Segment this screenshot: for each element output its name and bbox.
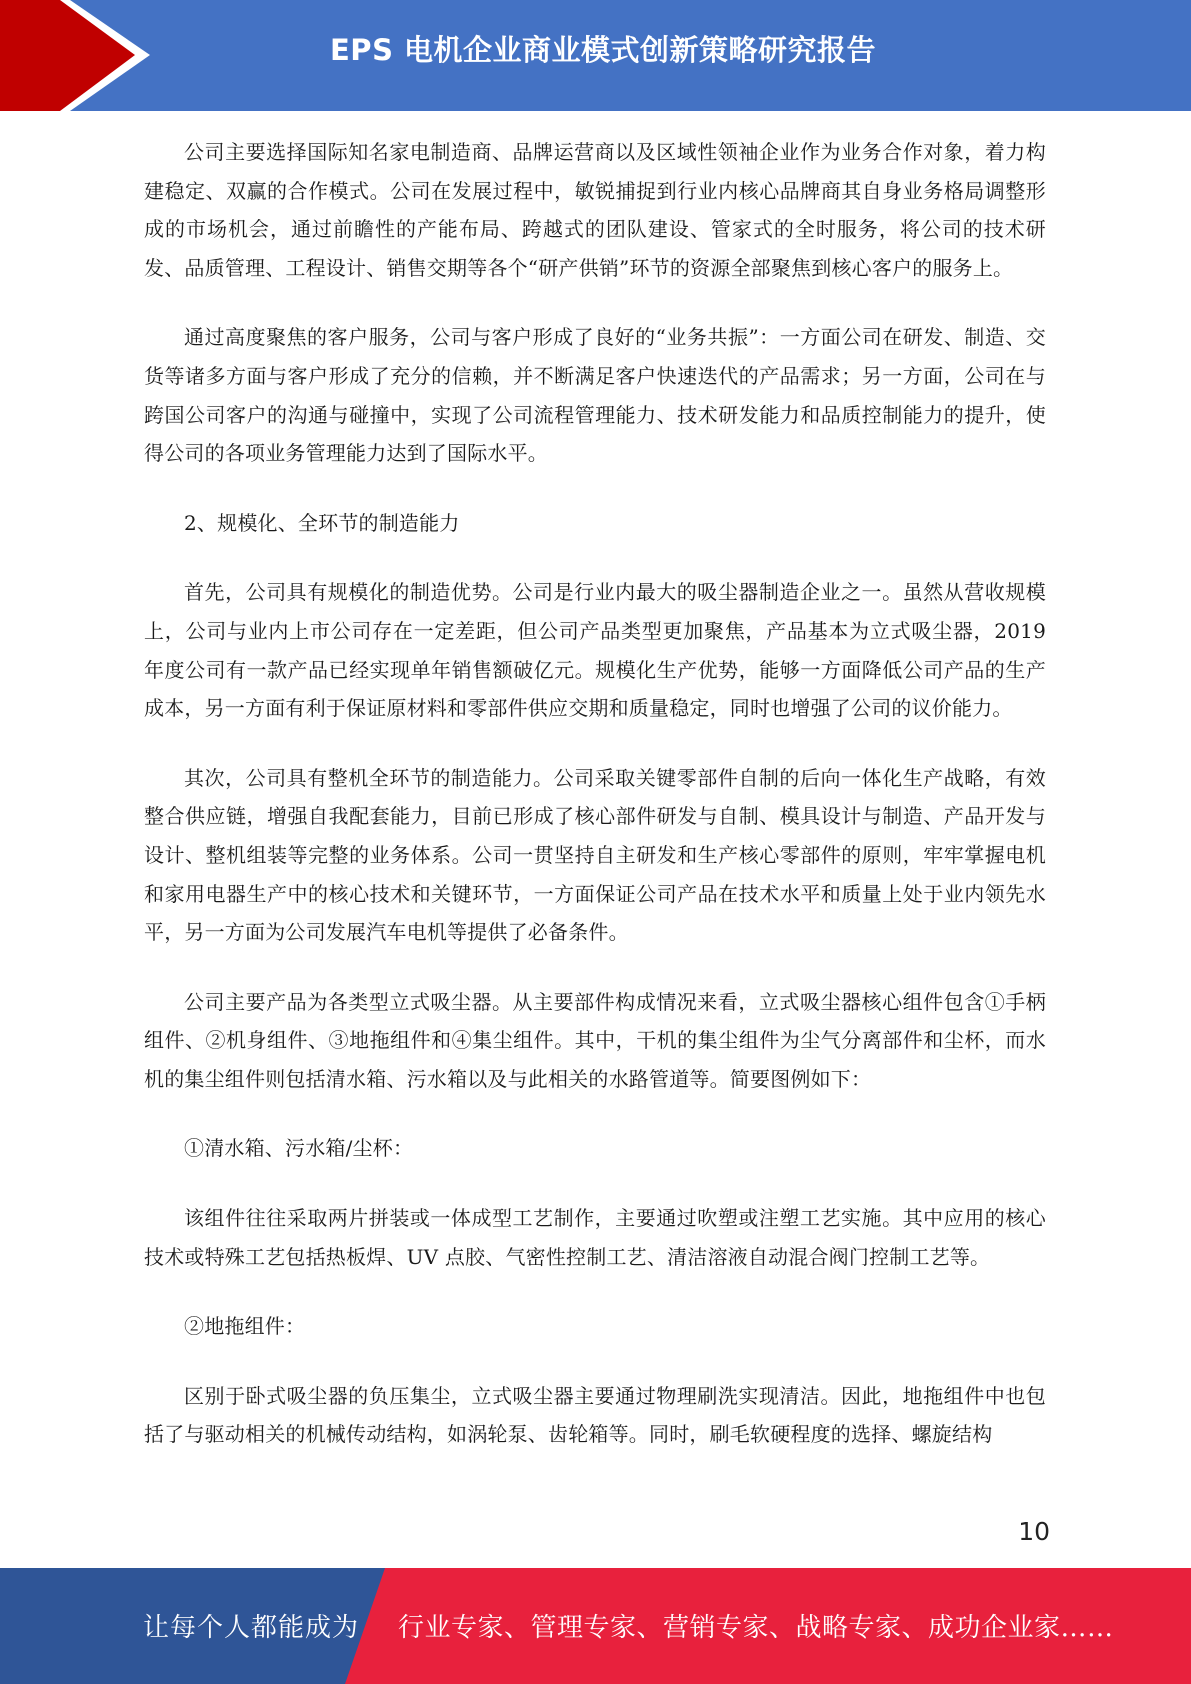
paragraph-3: 首先，公司具有规模化的制造优势。公司是行业内最大的吸尘器制造企业之一。虽然从营收规模上，公司与业内上市公司存在一定差距，但公司产品类型更加聚焦，产品基本为立式吸尘器，2019 年度公司有一款产品已经实现单年销售额破亿元。规模化生产优势，能够一方面降低公司产品的生产成本，另一方面有利于保证原材料和零部件供应交期和质量稳定，同时也增强了公司的议价能力。 (144, 580, 1046, 721)
subheading-floor-mop: ②地拖组件： (184, 1314, 306, 1339)
paragraph-4: 其次，公司具有整机全环节的制造能力。公司采取关键零部件自制的后向一体化生产战略，有效整合供应链，增强自我配套能力，目前已形成了核心部件研发与自制、模具设计与制造、产品开发与设计、整机组装等完整的业务体系。公司一贯坚持自主研发和生产核心零部件的原则，牢牢掌握电机和家用电器生产中的核心技术和关键环节，一方面保证公司产品在技术水平和质量上处于业内领先水平，另一方面为公司发展汽车电机等提供了必备条件。 (144, 765, 1046, 945)
footer-slogan-right: 行业专家、管理专家、营销专家、战略专家、成功企业家…… (398, 1613, 1114, 1643)
paragraph-2: 通过高度聚焦的客户服务，公司与客户形成了良好的“业务共振”：一方面公司在研发、制造、交货等诸多方面与客户形成了充分的信赖，并不断满足客户快速迭代的产品需求；另一方面，公司在与跨国公司客户的沟通与碰撞中，实现了公司流程管理能力、技术研发能力和品质控制能力的提升，使得公司的各项业务管理能力达到了国际水平。 (144, 325, 1046, 466)
paragraph-5: 公司主要产品为各类型立式吸尘器。从主要部件构成情况来看，立式吸尘器核心组件包含①手柄组件、②机身组件、③地拖组件和④集尘组件。其中，干机的集尘组件为尘气分离部件和尘杯，而水机的集尘组件则包括清水箱、污水箱以及与此相关的水路管道等。简要图例如下： (144, 989, 1046, 1091)
paragraph-7: 区别于卧式吸尘器的负压集尘，立式吸尘器主要通过物理刷洗实现清洁。因此，地拖组件中也包括了与驱动相关的机械传动结构，如涡轮泵、齿轮箱等。同时，刷毛软硬程度的选择、螺旋结构 (144, 1383, 1046, 1447)
page-header (0, 0, 1191, 111)
page-title: EPS 电机企业商业模式创新策略研究报告 (330, 33, 877, 67)
paragraph-6: 该组件往往采取两片拼装或一体成型工艺制作，主要通过吹塑或注塑工艺实施。其中应用的核心技术或特殊工艺包括热板焊、UV 点胶、气密性控制工艺、清洁溶液自动混合阀门控制工艺等。 (144, 1206, 1046, 1269)
page-footer (0, 1568, 1191, 1684)
page-number: 10 (1018, 1517, 1050, 1546)
section-heading-2: 2、规模化、全环节的制造能力 (184, 510, 460, 535)
paragraph-1: 公司主要选择国际知名家电制造商、品牌运营商以及区域性领袖企业作为业务合作对象，着力构建稳定、双赢的合作模式。公司在发展过程中，敏锐捕捉到行业内核心品牌商其自身业务格局调整形成的市场机会，通过前瞻性的产能布局、跨越式的团队建设、管家式的全时服务，将公司的技术研发、品质管理、工程设计、销售交期等各个“研产供销”环节的资源全部聚焦到核心客户的服务上。 (144, 140, 1046, 280)
footer-slogan-left: 让每个人都能成为 (143, 1613, 360, 1643)
subheading-water-tank: ①清水箱、污水箱/尘杯： (184, 1136, 414, 1161)
document-body (144, 133, 1046, 1454)
